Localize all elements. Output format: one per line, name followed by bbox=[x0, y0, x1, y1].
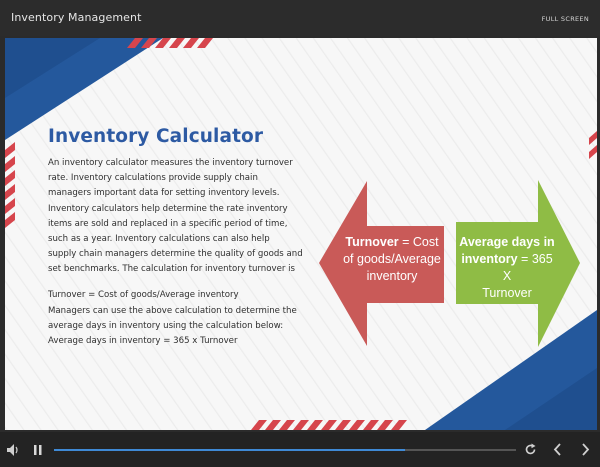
previous-icon[interactable] bbox=[553, 443, 562, 456]
title-bar bbox=[0, 0, 600, 36]
paragraph-line: managers important data for setting inventory levels. bbox=[48, 188, 280, 199]
turnover-formula: Turnover = Cost of goods/Average inventory bbox=[48, 290, 239, 300]
next-icon[interactable] bbox=[581, 443, 590, 456]
volume-icon[interactable] bbox=[7, 444, 20, 456]
paragraph-line: rate. Inventory calculations provide supply chain bbox=[48, 173, 258, 184]
paragraph-line: such as a year. Inventory calculations can also help bbox=[48, 234, 270, 245]
progress-fill bbox=[54, 449, 405, 451]
intro-paragraph bbox=[48, 156, 313, 278]
paragraph-line: Average days in inventory = 365 x Turnover bbox=[48, 336, 238, 347]
player-controls bbox=[0, 432, 600, 467]
paragraph-line: set benchmarks. The calculation for inventory turnover is bbox=[48, 264, 296, 275]
arrow-right-rest: = 365 X bbox=[502, 252, 553, 283]
paragraph-line: Inventory calculators help determine the rate inventory bbox=[48, 203, 288, 214]
progress-bar[interactable] bbox=[54, 449, 516, 451]
app-title: Inventory Management bbox=[11, 11, 142, 24]
paragraph-line: items are sold and replaced in a specific period of time, bbox=[48, 218, 288, 229]
paragraph-line: Managers can use the above calculation to determine the bbox=[48, 306, 297, 316]
pause-icon[interactable] bbox=[33, 444, 43, 456]
paragraph-line: average days in inventory using the calculation below: bbox=[48, 321, 284, 332]
paragraph-line: supply chain managers determine the quality of goods and bbox=[48, 249, 303, 260]
arrow-right-bold: inventory bbox=[461, 252, 518, 266]
slide-title: Inventory Calculator bbox=[48, 126, 264, 147]
arrow-left-line3: inventory bbox=[366, 269, 418, 283]
replay-icon[interactable] bbox=[524, 443, 537, 456]
days-formula-box bbox=[458, 234, 556, 302]
slide-canvas bbox=[5, 38, 597, 430]
days-paragraph bbox=[48, 304, 328, 350]
arrow-right-line3: Turnover bbox=[482, 286, 532, 300]
arrow-right-line1: Average days in bbox=[459, 235, 555, 249]
arrow-left-bold: Turnover bbox=[345, 235, 399, 249]
paragraph-line: An inventory calculator measures the inventory turnover bbox=[48, 158, 293, 168]
turnover-formula-box bbox=[341, 234, 443, 285]
arrow-left-rest: = Cost bbox=[398, 235, 439, 249]
fullscreen-button[interactable]: FULL SCREEN bbox=[541, 15, 589, 23]
arrow-left-line2: of goods/Average bbox=[343, 252, 441, 266]
